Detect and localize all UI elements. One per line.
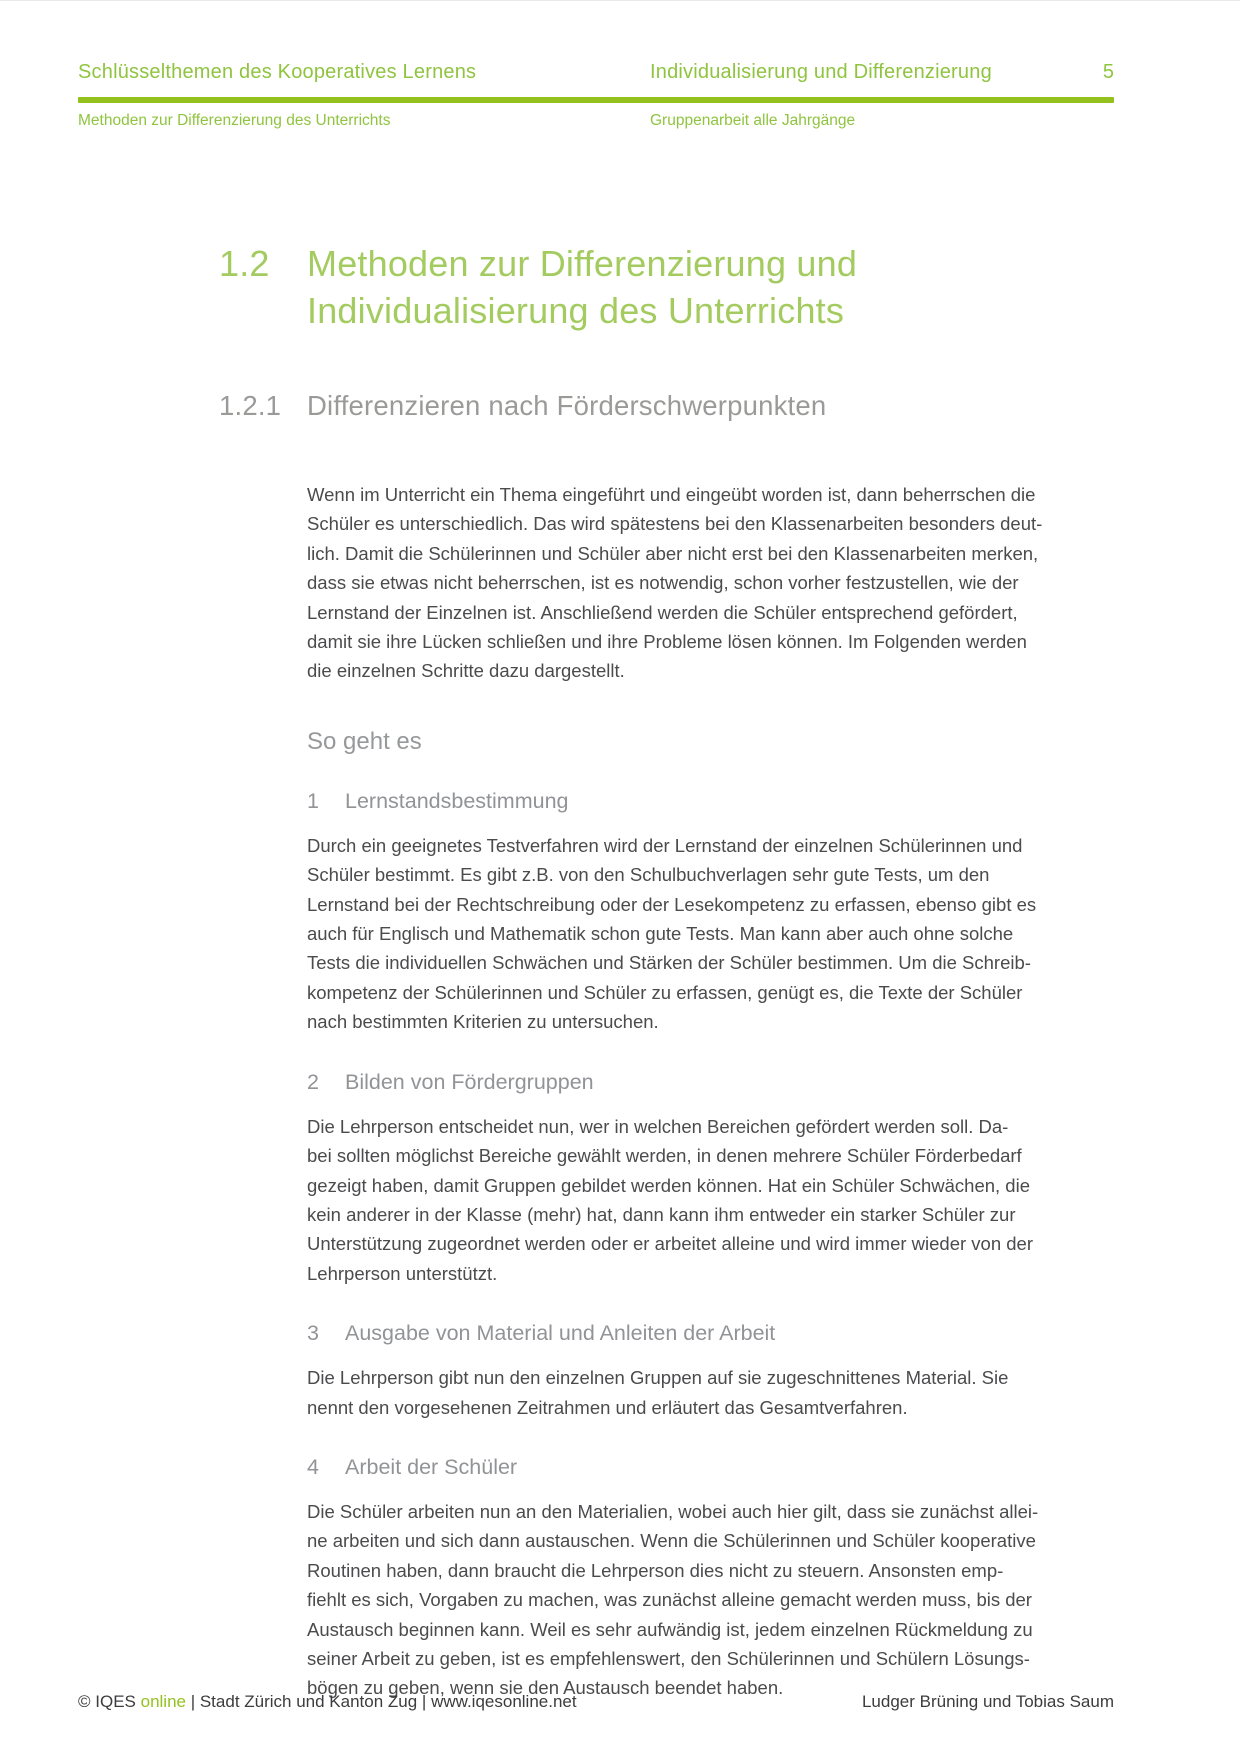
section-title: Differenzieren nach Förderschwerpunkten (307, 390, 827, 421)
page-number: 5 (1102, 61, 1114, 83)
subheading-so-geht-es: So geht es (307, 727, 422, 755)
step-3-paragraph: Die Lehrperson gibt nun den einzelnen Gruppen auf sie zugeschnittenes Material. Sie nennt den vorgesehenen Zeitrahmen und erläutert das Gesamtverfahren. (307, 1367, 1009, 1418)
step-4-label: Arbeit der Schüler (345, 1454, 518, 1479)
footer-copyright (78, 1692, 577, 1712)
step-1-label: Lernstandsbestimmung (345, 788, 569, 813)
step-3-number: 3 (307, 1321, 319, 1346)
step-4-heading (307, 1455, 1114, 1480)
chapter-title: Methoden zur Differenzierung und Individualisierung des Unterrichts (307, 243, 858, 331)
step-1-number: 1 (307, 788, 319, 813)
intro-paragraph: Wenn im Unterricht ein Thema eingeführt und eingeübt worden ist, dann beherrschen die Schüler es unterschiedlich. Das wird spätestens bei den Klassenarbeiten besonders deut- lich. Damit die Schülerinnen und Schüler aber nicht erst bei den Klassenarbeiten merken, dass sie etwas nicht beherrschen, ist es notwendig, schon vorher festzustellen, wie der Lernstand der Einzelnen ist. Anschließend werden die Schüler entsprechend gefördert, damit sie ihre Lücken schließen und ihre Probleme lösen können. Im Folgenden werden die einzelnen Schritte dazu dargestellt. (307, 484, 1043, 682)
footer-copyright-prefix: © IQES (78, 1692, 141, 1711)
header-top-right-group (650, 61, 1114, 84)
step-2-paragraph: Die Lehrperson entscheidet nun, wer in welchen Bereichen gefördert werden soll. Da- bei sollten möglichst Bereiche gewählt werden, in denen mehrere Schüler Förderbedarf gezeigt haben, damit Gruppen gebildet werden können. Hat ein Schüler Schwächen, die kein anderer in der Klasse (mehr) hat, dann kann ihm entweder ein starker Schüler zur Unterstützung zugeordnet werden oder er arbeitet alleine und wird immer wieder von der Lehrperson unterstützt. (307, 1115, 1033, 1284)
step-4-number: 4 (307, 1454, 319, 1479)
section-heading (219, 390, 1114, 422)
step-4-paragraph: Die Schüler arbeiten nun an den Materialien, wobei auch hier gilt, dass sie zunächst allei- ne arbeiten und sich dann austauschen. Wenn die Schülerinnen und Schüler kooperative Routinen haben, dann braucht die Lehrperson dies nicht zu steuern. Ansonsten emp- fiehlt es sich, Vorgaben zu machen, was zunächst alleine gemacht werden muss, bis der Austausch beginnen kann. Weil es sehr aufwändig ist, jedem einzelnen Rückmeldung zu seiner Arbeit zu geben, ist es empfehlenswert, den Schülerinnen und Schülern Lösungs- bögen zu geben, wenn sie den Austausch beendet haben. (307, 1500, 1039, 1699)
header-top-row (78, 61, 1114, 84)
step-1-heading (307, 789, 1114, 814)
step-2-label: Bilden von Fördergruppen (345, 1069, 594, 1094)
header-chapter-title: Individualisierung und Differenzierung (650, 61, 992, 83)
step-2-number: 2 (307, 1069, 319, 1094)
footer-copyright-rest: | Stadt Zürich und Kanton Zug | www.iqesonline.net (185, 1692, 577, 1711)
header-sub-right: Gruppenarbeit alle Jahrgänge (650, 112, 856, 129)
step-3-heading (307, 1321, 1114, 1346)
header-rule (78, 97, 1114, 103)
step-1-paragraph: Durch ein geeignetes Testverfahren wird der Lernstand der einzelnen Schülerinnen und Schüler bestimmt. Es gibt z.B. von den Schulbuchverlagen sehr gute Tests, um den Lernstand bei der Rechtschreibung oder der Lesekompetenz zu erfassen, ebenso gibt es auch für Englisch und Mathematik schon gute Tests. Man kann aber auch ohne solche Tests die individuellen Schwächen und Stärken der Schüler bestimmen. Um die Schreib- kompetenz der Schülerinnen und Schüler zu erfassen, genügt es, die Texte der Schüler nach bestimmten Kriterien zu untersuchen. (307, 834, 1037, 1033)
header-sub-row (78, 112, 1114, 130)
header-sub-left: Methoden zur Differenzierung des Unterrichts (78, 112, 391, 129)
page-footer (78, 1692, 1114, 1712)
chapter-number: 1.2 (219, 243, 270, 284)
header-series-title: Schlüsselthemen des Kooperatives Lernens (78, 61, 477, 83)
section-number: 1.2.1 (219, 390, 282, 421)
step-3-label: Ausgabe von Material und Anleiten der Arbeit (345, 1321, 776, 1346)
footer-brand-accent: online (140, 1692, 186, 1711)
footer-authors: Ludger Brüning und Tobias Saum (861, 1692, 1114, 1711)
chapter-heading (219, 240, 1114, 334)
step-2-heading (307, 1070, 1114, 1095)
page-header (78, 61, 1114, 130)
